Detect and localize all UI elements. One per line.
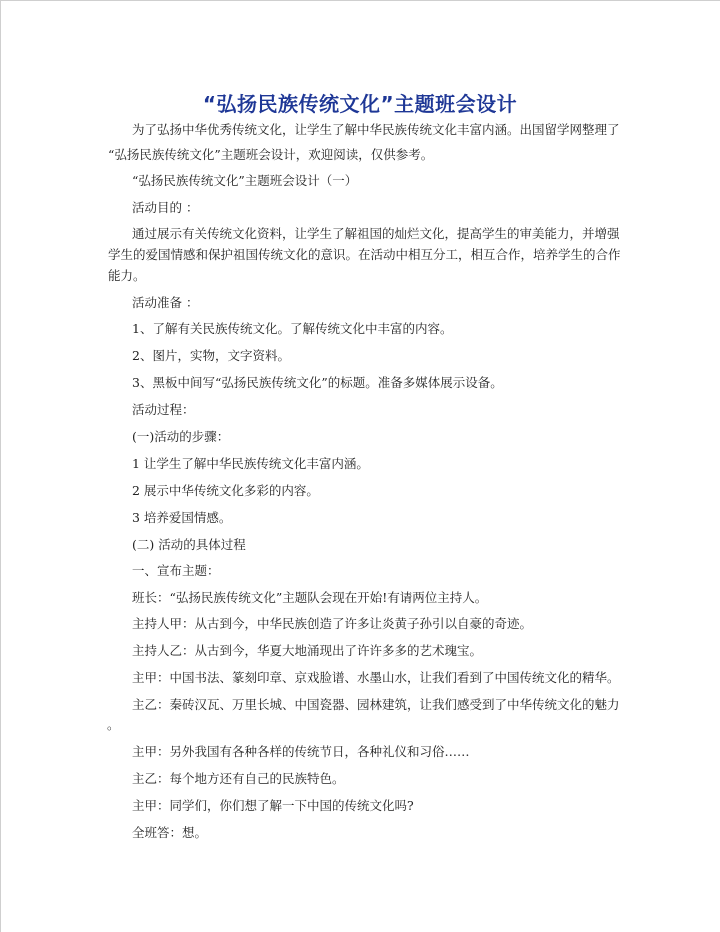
steps-label: (一)活动的步骤：	[132, 429, 230, 444]
dialogue-line: 主甲：同学们，你们想了解一下中国的传统文化吗?	[132, 798, 414, 813]
goal-text-line-1: 通过展示有关传统文化资料，让学生了解祖国的灿烂文化，提高学生的审美能力，并增强	[132, 226, 620, 241]
detail-label: (二) 活动的具体过程	[132, 537, 246, 552]
intro-line-2: “弘扬民族传统文化”主题班会设计，欢迎阅读，仅供参考。	[108, 147, 434, 162]
dialogue-line: 主甲：中国书法、篆刻印章、京戏脸谱、水墨山水，让我们看到了中国传统文化的精华。	[132, 670, 620, 685]
dialogue-line: 主乙：每个地方还有自己的民族特色。	[132, 771, 345, 786]
dialogue-line: 班长：“弘扬民族传统文化”主题队会现在开始!有请两位主持人。	[132, 590, 488, 605]
prep-item: 3、黑板中间写“弘扬民族传统文化”的标题。准备多媒体展示设备。	[132, 375, 503, 390]
step-item: 1 让学生了解中华民族传统文化丰富内涵。	[132, 456, 369, 471]
dialogue-line: 主持人甲：从古到今，中华民族创造了许多让炎黄子孙引以自豪的奇迹。	[132, 616, 533, 631]
dialogue-line-continuation: 。	[107, 717, 120, 732]
goal-text-line-2: 学生的爱国情感和保护祖国传统文化的意识。在活动中相互分工，相互合作，培养学生的合作	[108, 247, 621, 262]
announce-label: 一、宣布主题：	[132, 563, 220, 578]
step-item: 3 培养爱国情感。	[132, 510, 232, 525]
page-border-top	[0, 0, 720, 1]
goal-label: 活动目的 ：	[132, 200, 199, 215]
goal-text-line-3: 能力。	[108, 268, 146, 283]
prep-item: 2、图片，实物，文字资料。	[132, 348, 290, 363]
prep-item: 1、了解有关民族传统文化。了解传统文化中丰富的内容。	[132, 321, 453, 336]
dialogue-line: 主甲：另外我国有各种各样的传统节日，各种礼仪和习俗……	[132, 744, 470, 759]
dialogue-line: 主乙：秦砖汉瓦、万里长城、中国瓷器、园林建筑，让我们感受到了中华传统文化的魅力	[132, 697, 620, 712]
process-label: 活动过程：	[132, 402, 195, 417]
page-border-left	[0, 0, 1, 932]
document-title: “弘扬民族传统文化”主题班会设计	[202, 92, 518, 116]
step-item: 2 展示中华传统文化多彩的内容。	[132, 483, 319, 498]
prep-label: 活动准备 ：	[132, 295, 199, 310]
dialogue-line: 主持人乙：从古到今，华夏大地涌现出了许许多多的艺术瑰宝。	[132, 643, 483, 658]
intro-line-1: 为了弘扬中华优秀传统文化，让学生了解中华民族传统文化丰富内涵。出国留学网整理了	[132, 122, 620, 137]
dialogue-line: 全班答：想。	[132, 825, 208, 840]
section-title: “弘扬民族传统文化”主题班会设计（一）	[132, 173, 358, 188]
